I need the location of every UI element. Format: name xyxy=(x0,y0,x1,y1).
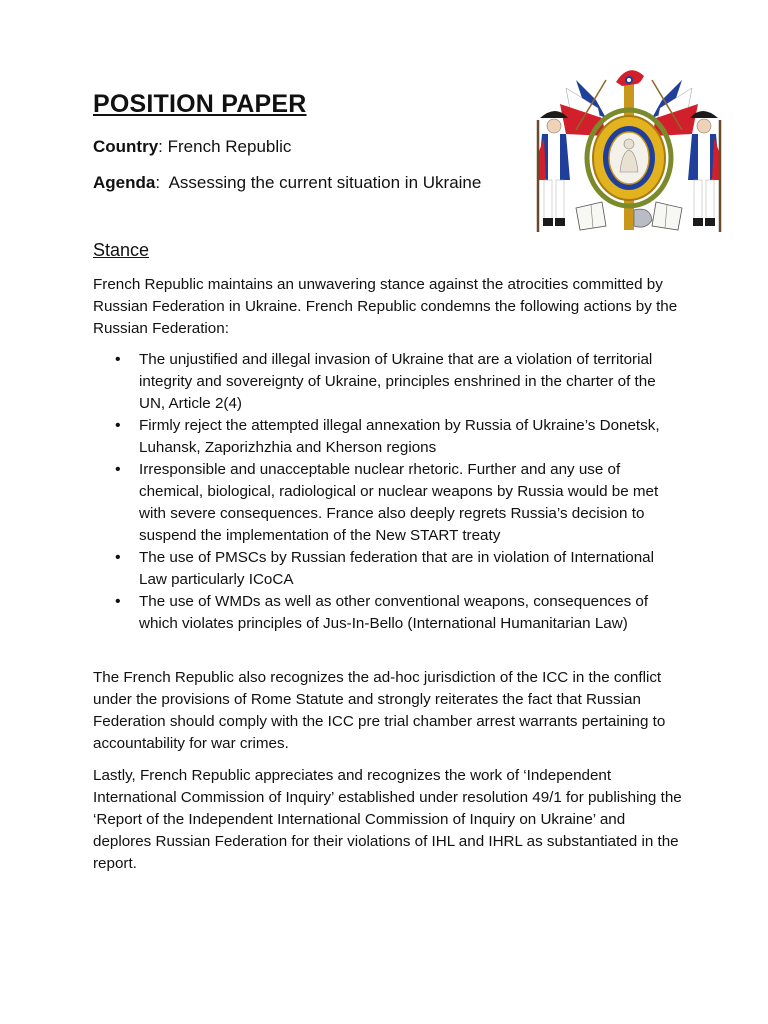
icc-paragraph: The French Republic also recognizes the ad-hoc jurisdiction of the ICC in the conflict under the provisions of Rome Statute and strongly reiterates the fact that Russian Federation should comply with the ICC pre trial chamber arrest warrants pertaining to accountability for war crimes. xyxy=(93,669,666,752)
list-item: • The use of PMSCs by Russian federation that are in violation of International Law particularly ICoCA xyxy=(93,547,683,591)
list-item: • The use of WMDs as well as other conventional weapons, consequences of which violates principles of Jus-In-Bello (International Humanitarian Law) xyxy=(93,591,683,635)
country-line: Country: French Republic xyxy=(93,137,292,156)
french-coat-of-arms-icon xyxy=(536,60,722,238)
agenda-value: Assessing the current situation in Ukraine xyxy=(168,173,482,192)
intro-paragraph: French Republic maintains an unwavering stance against the atrocities committed by Russian Federation in Ukraine. French Republic condemns the following actions by the Russian Federation: xyxy=(93,276,678,337)
stance-heading: Stance xyxy=(93,240,150,260)
country-label: Country xyxy=(93,137,159,156)
commission-paragraph: Lastly, French Republic appreciates and recognizes the work of ‘Independent International Commission of Inquiry’ established under resolution 49/1 for publishing the ‘Report of the Independent International Commission of Inquiry on Ukraine’ and deplores Russian Federation for their violations of IHL and IHRL as substantiated in the report. xyxy=(93,767,682,872)
country-value: French Republic xyxy=(167,137,292,156)
list-item: • The unjustified and illegal invasion of Ukraine that are a violation of territorial integrity and sovereignty of Ukraine, principles enshrined in the charter of the UN, Article 2(4) xyxy=(93,349,683,415)
page-title: POSITION PAPER xyxy=(93,90,307,118)
agenda-label: Agenda xyxy=(93,173,156,192)
list-item: • Firmly reject the attempted illegal annexation by Russia of Ukraine’s Donetsk, Luhansk, Zaporizhzhia and Kherson regions xyxy=(93,415,683,459)
condemned-actions-list xyxy=(93,349,683,635)
agenda-line: Agenda: Assessing the current situation in Ukraine xyxy=(93,173,482,192)
list-item: • Irresponsible and unacceptable nuclear rhetoric. Further and any use of chemical, biological, radiological or nuclear weapons by Russia would be met with severe consequences. France also deeply regrets Russia’s decision to suspend the implementation of the New START treaty xyxy=(93,459,683,547)
